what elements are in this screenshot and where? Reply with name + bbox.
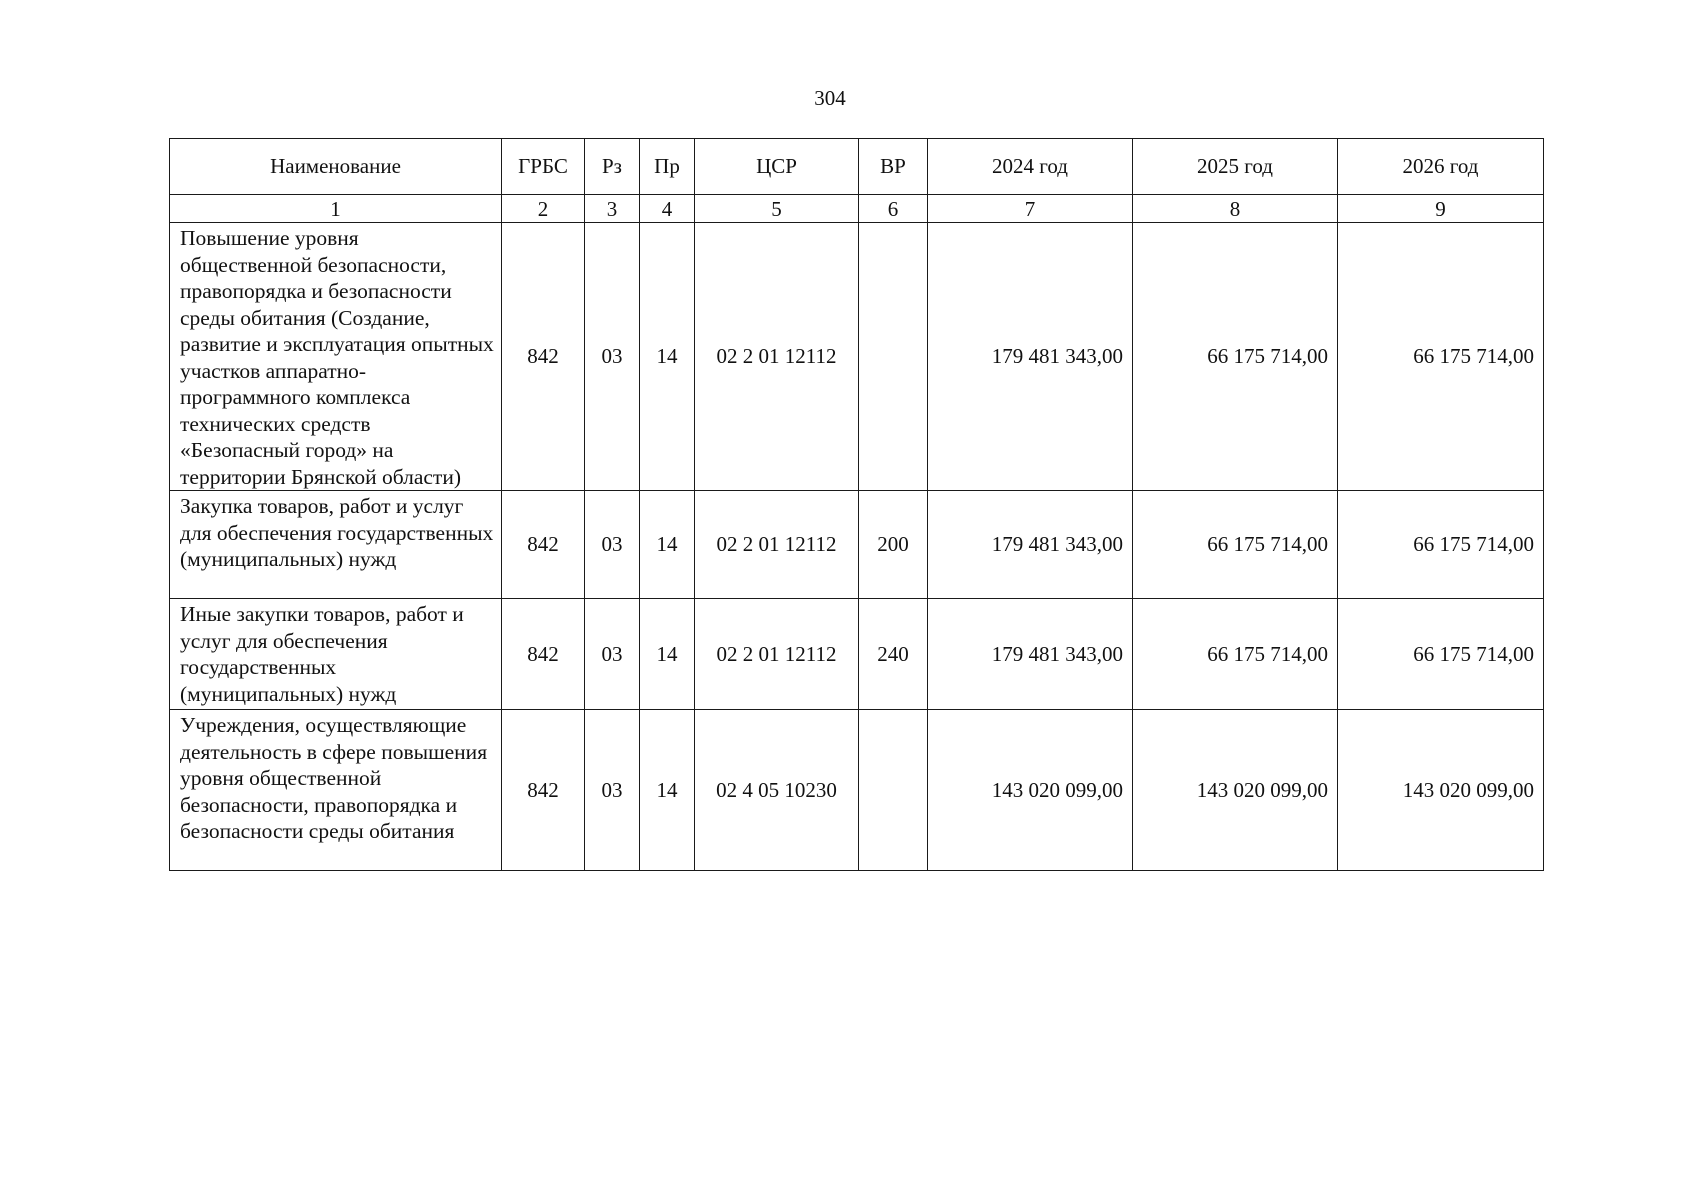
table-row bbox=[170, 491, 1544, 599]
page-number: 304 bbox=[814, 86, 846, 110]
grbs-cell: 842 bbox=[502, 710, 585, 871]
column-number: 3 bbox=[585, 195, 640, 223]
pr-cell: 14 bbox=[640, 223, 695, 491]
grbs-cell: 842 bbox=[502, 599, 585, 710]
table-row bbox=[170, 710, 1544, 871]
amount-2025-cell: 66 175 714,00 bbox=[1133, 599, 1338, 710]
column-number: 5 bbox=[695, 195, 859, 223]
column-number: 6 bbox=[859, 195, 928, 223]
vr-cell bbox=[859, 710, 928, 871]
column-number: 2 bbox=[502, 195, 585, 223]
column-number: 1 bbox=[170, 195, 502, 223]
csr-cell: 02 4 05 10230 bbox=[695, 710, 859, 871]
pr-cell: 14 bbox=[640, 599, 695, 710]
rz-cell: 03 bbox=[585, 491, 640, 599]
column-header-2025: 2025 год bbox=[1133, 139, 1338, 195]
row-name-cell: Иные закупки товаров, работ и услуг для обеспечения государственных (муниципальных) нужд bbox=[170, 599, 502, 710]
column-header-2024: 2024 год bbox=[928, 139, 1133, 195]
column-number: 4 bbox=[640, 195, 695, 223]
column-number: 9 bbox=[1338, 195, 1544, 223]
amount-2026-cell: 66 175 714,00 bbox=[1338, 599, 1544, 710]
row-name-cell: Закупка товаров, работ и услуг для обеспечения государственных (муниципальных) нужд bbox=[170, 491, 502, 599]
pr-cell: 14 bbox=[640, 710, 695, 871]
rz-cell: 03 bbox=[585, 599, 640, 710]
column-number: 8 bbox=[1133, 195, 1338, 223]
column-header-csr: ЦСР bbox=[695, 139, 859, 195]
csr-cell: 02 2 01 12112 bbox=[695, 491, 859, 599]
column-header-grbs: ГРБС bbox=[502, 139, 585, 195]
vr-cell bbox=[859, 223, 928, 491]
amount-2024-cell: 179 481 343,00 bbox=[928, 491, 1133, 599]
amount-2025-cell: 143 020 099,00 bbox=[1133, 710, 1338, 871]
csr-cell: 02 2 01 12112 bbox=[695, 599, 859, 710]
column-number: 7 bbox=[928, 195, 1133, 223]
amount-2024-cell: 179 481 343,00 bbox=[928, 599, 1133, 710]
amount-2025-cell: 66 175 714,00 bbox=[1133, 223, 1338, 491]
csr-cell: 02 2 01 12112 bbox=[695, 223, 859, 491]
table-row bbox=[170, 599, 1544, 710]
column-header-2026: 2026 год bbox=[1338, 139, 1544, 195]
column-header-name: Наименование bbox=[170, 139, 502, 195]
grbs-cell: 842 bbox=[502, 491, 585, 599]
amount-2024-cell: 143 020 099,00 bbox=[928, 710, 1133, 871]
amount-2026-cell: 66 175 714,00 bbox=[1338, 223, 1544, 491]
column-header-pr: Пр bbox=[640, 139, 695, 195]
amount-2025-cell: 66 175 714,00 bbox=[1133, 491, 1338, 599]
amount-2024-cell: 179 481 343,00 bbox=[928, 223, 1133, 491]
header-row bbox=[170, 139, 1544, 195]
rz-cell: 03 bbox=[585, 710, 640, 871]
budget-table bbox=[169, 138, 1544, 871]
column-header-rz: Рз bbox=[585, 139, 640, 195]
column-number-row bbox=[170, 195, 1544, 223]
column-header-vr: ВР bbox=[859, 139, 928, 195]
amount-2026-cell: 143 020 099,00 bbox=[1338, 710, 1544, 871]
amount-2026-cell: 66 175 714,00 bbox=[1338, 491, 1544, 599]
row-name-cell: Учреждения, осуществляющие деятельность в сфере повышения уровня общественной безопасности, правопорядка и безопасности среды обитания bbox=[170, 710, 502, 871]
vr-cell: 200 bbox=[859, 491, 928, 599]
grbs-cell: 842 bbox=[502, 223, 585, 491]
rz-cell: 03 bbox=[585, 223, 640, 491]
table-row bbox=[170, 223, 1544, 491]
row-name-cell: Повышение уровня общественной безопасности, правопорядка и безопасности среды обитания (Создание, развитие и эксплуатация опытных участков аппаратно-программного комплекса технических средств «Безопасный город» на территории Брянской области) bbox=[170, 223, 502, 491]
pr-cell: 14 bbox=[640, 491, 695, 599]
vr-cell: 240 bbox=[859, 599, 928, 710]
